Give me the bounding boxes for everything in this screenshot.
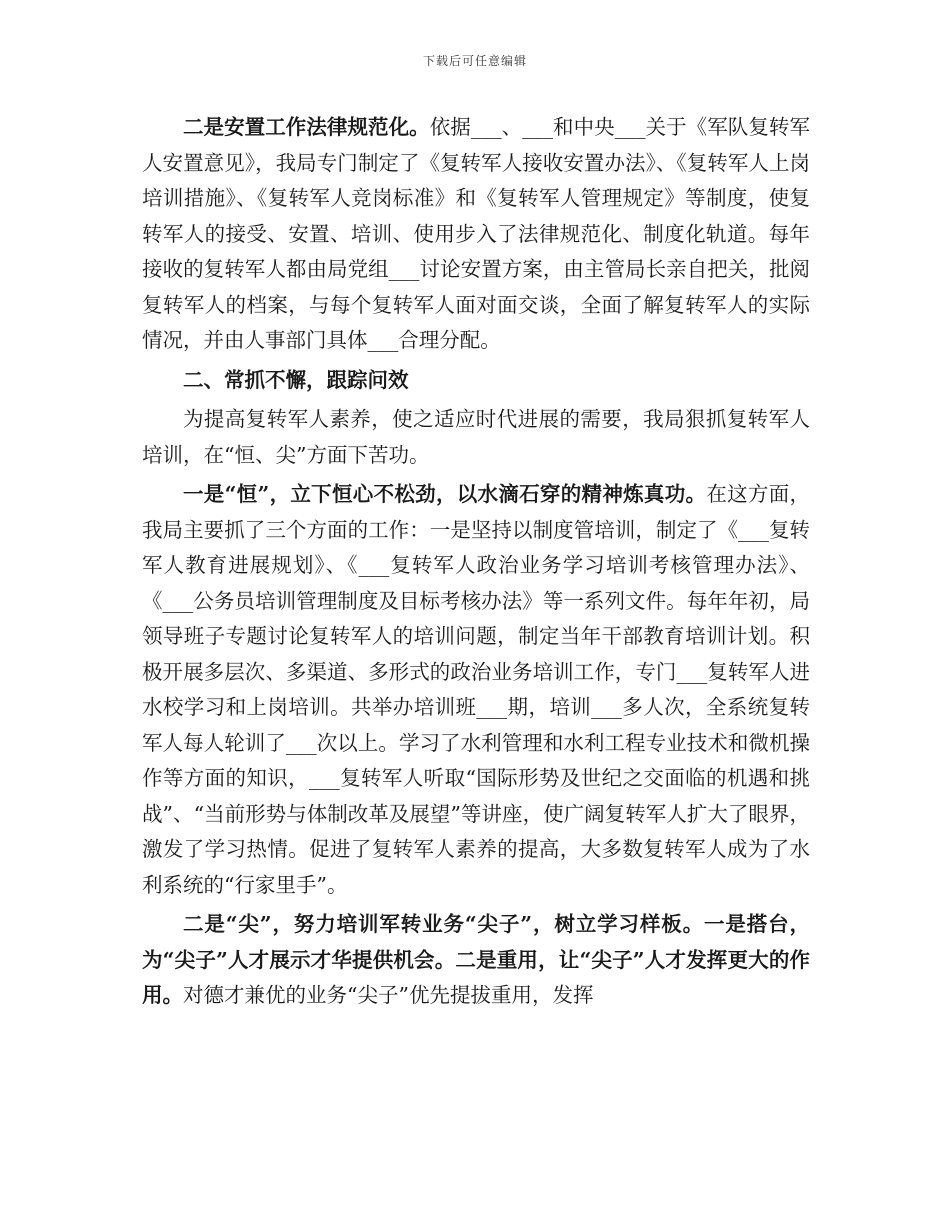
paragraph-top-talent — [142, 907, 810, 1014]
paragraph-training-intro — [142, 402, 810, 473]
paragraph-heading: 二是“尖”，努力培训军转业务“尖子”，树立学习样板。一是搭台，为“尖子”人才展示才华提供机会。二是重用，让“尖子”人才发挥更大的作用。 — [142, 912, 810, 1007]
paragraph-text: 在这方面，我局主要抓了三个方面的工作：一是坚持以制度管培训，制定了《___复转军人教育进展规划》、《___复转军人政治业务学习培训考核管理办法》、《___公务员培训管理制度及目标考核办法》等一系列文件。每年年初，局领导班子专题讨论复转军人的培训问题，制定当年干部教育培训计划。积极开展多层次、多渠道、多形式的政治业务培训工作，专门___复转军人进水校学习和上岗培训。共举办培训班___期，培训___多人次，全系统复转军人每人轮训了___次以上。学习了水利管理和水利工程专业技术和微机操作等方面的知识，___复转军人听取“国际形势及世纪之交面临的机遇和挑战”、“当前形势与体制改革及展望”等讲座，使广阔复转军人扩大了眼界，激发了学习热情。促进了复转军人素养的提高，大多数复转军人成为了水利系统的“行家里手”。 — [142, 482, 810, 897]
paragraph-text: 为提高复转军人素养，使之适应时代进展的需要，我局狠抓复转军人培训，在“恒、尖”方面下苦功。 — [142, 407, 810, 467]
paragraph-text: 依据___、___和中央___关于《军队复转军人安置意见》，我局专门制定了《复转军人接收安置办法》、《复转军人上岗培训措施》、《复转军人竞岗标准》和《复转军人管理规定》等制度，使复转军人的接受、安置、培训、使用步入了法律规范化、制度化轨道。每年接收的复转军人都由局党组___讨论安置方案，由主管局长亲自把关，批阅复转军人的档案，与每个复转军人面对面交谈，全面了解复转军人的实际情况，并由人事部门具体___合理分配。 — [142, 115, 810, 352]
paragraph-heading: 一是“恒”，立下恒心不松劲，以水滴石穿的精神炼真功。 — [183, 482, 707, 506]
paragraph-heading: 二是安置工作法律规范化。 — [183, 115, 430, 139]
document-body — [142, 110, 810, 1014]
paragraph-text: 对德才兼优的业务“尖子”优先提拔重用，发挥 — [183, 983, 594, 1007]
paragraph-persistence — [142, 477, 810, 903]
page-header: 下载后可任意编辑 — [422, 54, 527, 68]
section-heading: 二、常抓不懈，跟踪问效 — [183, 367, 409, 392]
section-heading-follow-up — [142, 363, 810, 399]
paragraph-placement-legalization — [142, 110, 810, 359]
